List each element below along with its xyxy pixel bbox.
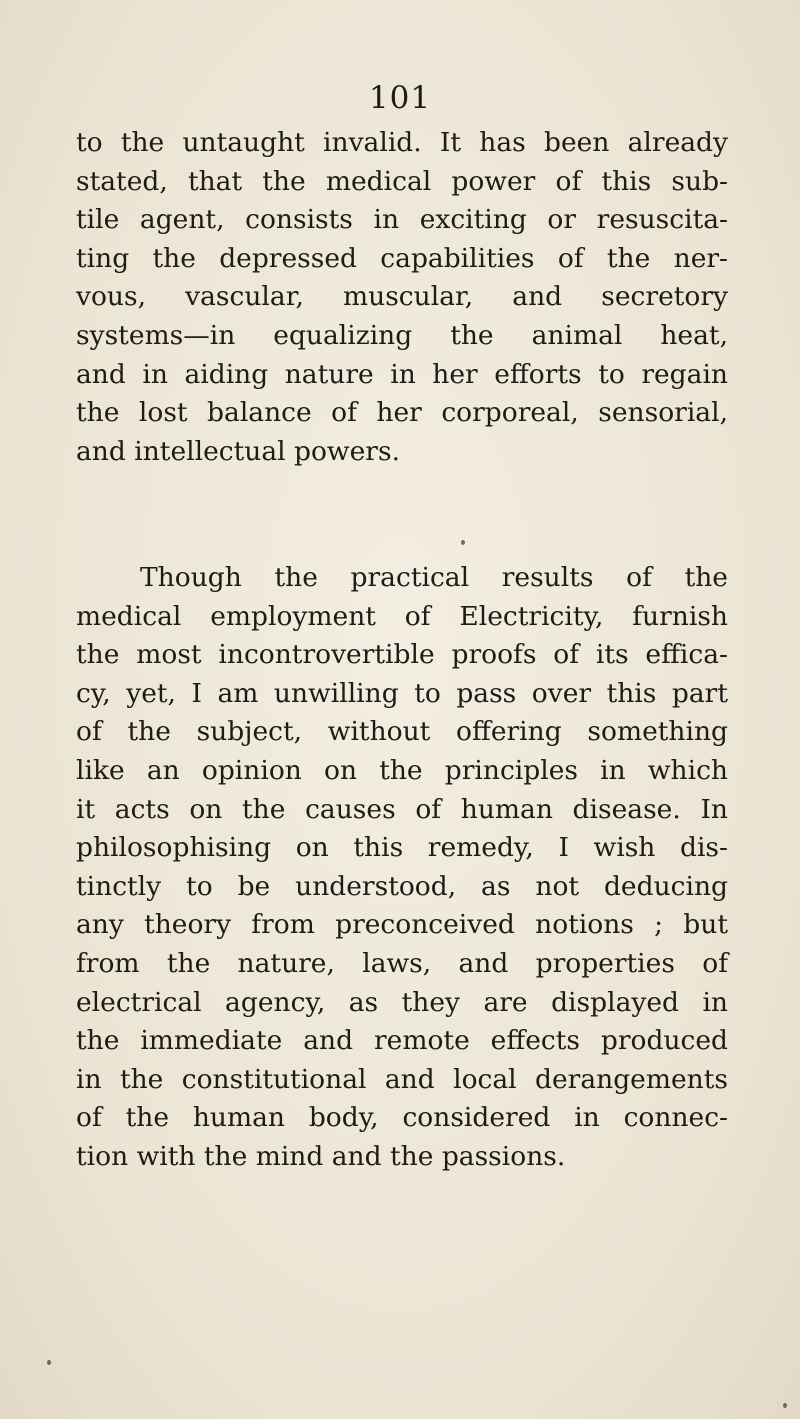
text-line: it acts on the causes of human disease. In — [76, 793, 728, 825]
text-line: medical employment of Electricity, furnish — [76, 600, 728, 632]
text-line: stated, that the medical power of this sub- — [76, 165, 728, 197]
text-line: to the untaught invalid. It has been already — [76, 127, 728, 158]
paper-speck — [783, 1403, 787, 1408]
page-number: 101 — [368, 80, 432, 116]
text-line: tion with the mind and the passions. — [76, 1140, 566, 1172]
text-line: tinctly to be understood, as not deducing — [76, 870, 728, 902]
paragraph-2 — [76, 559, 728, 1177]
paper-speck — [47, 1360, 51, 1365]
text-line: philosophising on this remedy, I wish dis- — [76, 832, 728, 864]
text-line: systems—in equalizing the animal heat, — [76, 319, 728, 351]
text-line: tile agent, consists in exciting or resuscita- — [76, 204, 728, 236]
text-line: and in aiding nature in her efforts to regain — [76, 358, 728, 390]
text-line: cy, yet, I am unwilling to pass over this part — [76, 677, 728, 709]
text-line: vous, vascular, muscular, and secretory — [76, 281, 728, 313]
text-line: the lost balance of her corporeal, sensorial, — [76, 397, 728, 429]
text-line: the most incontrovertible proofs of its effica- — [76, 639, 728, 671]
text-line: electrical agency, as they are displayed in — [76, 986, 728, 1018]
paper-speck — [461, 540, 465, 545]
text-line: from the nature, laws, and properties of — [76, 947, 728, 979]
text-line: Though the practical results of the — [140, 562, 728, 593]
text-line: any theory from preconceived notions ; but — [76, 909, 728, 941]
text-line: in the constitutional and local derangements — [76, 1063, 728, 1095]
text-line: of the human body, considered in connec- — [76, 1102, 728, 1134]
text-line: like an opinion on the principles in which — [76, 754, 728, 786]
text-line: ting the depressed capabilities of the ner- — [76, 242, 728, 274]
text-line: the immediate and remote effects produced — [76, 1025, 728, 1057]
paragraph-1 — [76, 124, 728, 471]
text-line: of the subject, without offering something — [76, 716, 728, 748]
text-line: and intellectual powers. — [76, 435, 400, 467]
